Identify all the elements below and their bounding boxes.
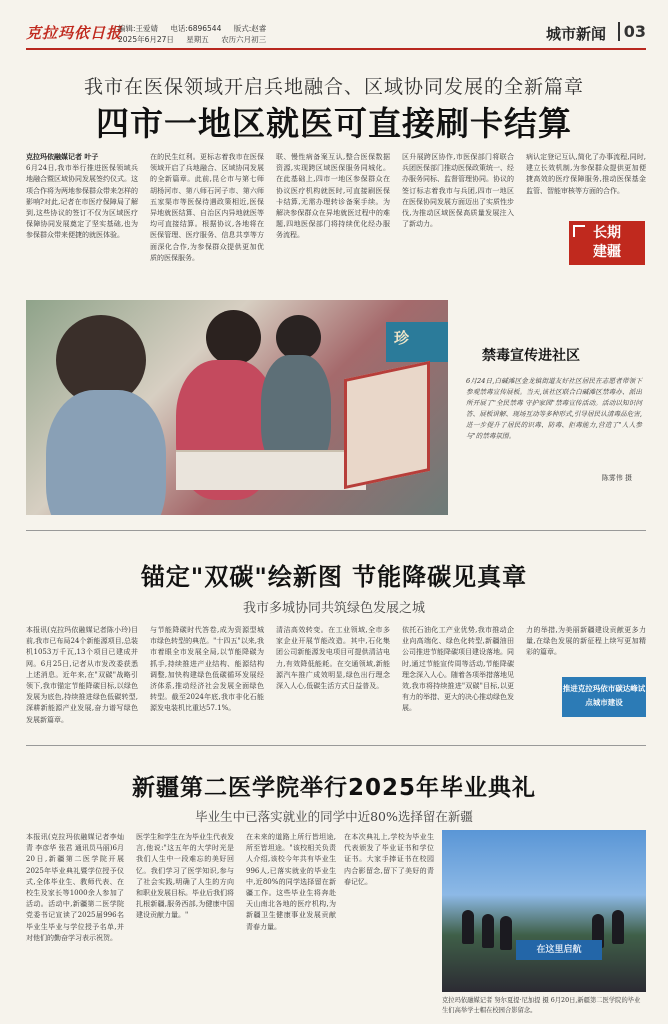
story2-column-5: 力的举措,为美丽新疆建设贡献更多力量,在绿色发展的新征程上续写更加精彩的篇章。: [526, 626, 646, 657]
graduate-figure: [612, 910, 624, 944]
story2-column-4: 依托石油化工产业优势,我市推动企业向高端化、绿色化转型,新疆油田公司推进节能降碳项目建设落地。同时,通过节能宣传周等活动,节能降碳理念深入人心。随着各项举措落地见效,我市将持续推进"双碳"目标,以更有力的举措、更大的决心推动绿色发展。: [402, 626, 514, 713]
masthead: [26, 20, 646, 50]
person-head-2: [206, 310, 261, 365]
anti-drug-photo: [26, 300, 448, 515]
story2-column-1: 本报讯(克拉玛依融媒记者陈小玲)目前,我市已布局24个新能源项目,总装机1053万千瓦,13个项目已建成并网。6月25日,记者从市发改委获悉上述消息。近年来,在"双碳"战略引领下,我市锚定节能降碳目标,以绿色发展为底色,持续推进绿色低碳转型,深耕新能源产业发展,奋力谱写绿色发展新篇章。: [26, 626, 138, 724]
display-table: [176, 450, 366, 490]
masthead-meta: [118, 23, 276, 45]
story3-column-3: 在未来的道路上所行皆坦途,所至皆坦途。"该校相关负责人介绍,该校今年共有毕业生996人,已落实就业的毕业生中,近80%的同学选择留在新疆工作。这些毕业生将奔赴天山南北各地的医疗机构,为新疆卫生健康事业发展贡献青春力量。: [246, 833, 336, 931]
graduate-figure: [462, 910, 474, 944]
issue-date: 2025年6月27日: [118, 35, 174, 44]
story2-subheading: 我市多城协同共筑绿色发展之城: [242, 601, 425, 616]
graduation-sign: 在这里启航: [516, 940, 602, 960]
phone-number: 电话:6896544: [170, 24, 222, 33]
stamp-line-2: 建疆: [593, 244, 621, 260]
story1-column-1: [26, 152, 138, 292]
long-term-stamp: [569, 221, 645, 265]
photo-story-author: 陈雾伟 摄: [601, 474, 632, 482]
newspaper-logo: 克拉玛依日报: [26, 24, 123, 42]
story2-column-2: 与节能降碳时代答卷,成为资源型城市绿色转型的典范。"十四五"以来,我市着眼全市发展全局,以节能降碳为抓手,持续推进产业结构、能源结构调整,加快构建绿色低碳循环发展经济体系,推动经济社会发展全面绿色转型。截至2024年底,我市非化石能源发电装机比重达57.1%。: [150, 626, 264, 713]
graduate-figure: [482, 914, 494, 948]
story1-column-3: 联、慢性病备案互认,整合医保数据资源,实现跨区域医保服务同城化。在此基础上,四市一地区参保群众在协议医疗机构就医时,可直接刷医保卡结算,无需办理转诊备案手续。为解决参保群众在异地就医过程中的难题,四地医保部门将持续优化经办服务流程。: [276, 153, 390, 240]
story3-column-2: 医学生和学生在为毕业生代表发言,他说:"这五年的大学时光是我们人生中一段难忘的美好回忆。我们学习了医学知识,参与了社会实践,明确了人生的方向和职业发展目标。毕业后我们将扎根新疆,服务西部,为健康中国建设贡献力量。": [136, 833, 234, 920]
issue-weekday: 星期五: [186, 35, 209, 44]
story3-column-4: 在本次典礼上,学校为毕业生代表颁发了毕业证书和学位证书。大家手捧证书在校园内合影留念,留下了美好的青春记忆。: [344, 833, 434, 886]
story1-headline: 四市一地区就医可直接刷卡结算: [96, 104, 572, 143]
editor-credit: 编辑:王爱婧: [118, 24, 159, 33]
story1-byline: 克拉玛依融媒记者 叶子: [26, 153, 99, 161]
backdrop-banner-text: 珍: [394, 329, 410, 347]
story3-headline: 新疆第二医学院举行2025年毕业典礼: [131, 775, 536, 801]
graduation-photo: [442, 830, 646, 992]
stamp-line-1: 长期: [593, 225, 621, 241]
story3-column-1: 本报讯(克拉玛依融媒记者李灿青 李彦华 张君 通讯员马丽)6月20日,新疆第二医学院开展2025年毕业典礼暨学位授予仪式,全体毕业生、教师代表、在校生及家长等1000余人参加了活动。活动中,新疆第二医学院党委书记宣读了2025届996名毕业生毕业与学位授予名单,并对他们的勤奋学习表示祝贺。: [26, 833, 124, 942]
story2-column-3: 清洁高效转变。在工业领域,全市多家企业开展节能改造。其中,石化集团公司新能源发电项目可提供清洁电力,有效降低能耗。在交通领域,新能源汽车推广成效明显,绿色出行理念深入人心,低碳生活方式日益普及。: [276, 626, 390, 691]
photo-story-body: 6月24日,白碱滩区金龙镇街道友好社区居民在志愿者带领下参观禁毒宣传展板。当天,该社区联合白碱滩区禁毒办、派出所开展了"全民禁毒 守护家园"禁毒宣传活动。活动以知识问答、展板讲解、现场互动等多种形式,引导居民认清毒品危害,进一步提升了居民的识毒、防毒、拒毒能力,营造了"人人参与"的禁毒氛围。: [466, 377, 642, 440]
story1-column-4: 区升展跨区协作,市医保部门将联合兵团医保部门推动医保政策统一、经办服务同标、监督管理协同。协议的签订标志着我市与兵团,四市一地区在医保协同发展方面迈出了实质性步伐,为推动区域医保高质量发展注入了新动力。: [402, 153, 514, 229]
story1-kicker: 我市在医保领域开启兵地融合、区域协同发展的全新篇章: [83, 76, 584, 98]
proofreader-credit: 版式:赵睿: [233, 24, 267, 33]
story1-column-5: 病认定登记互认,简化了办事流程,同时,建立长效机制,为参保群众提供更加便捷高效的医疗保障服务,推动医保基金监管、智能审核等方面的合作。: [526, 153, 646, 195]
section-title: 城市新闻: [545, 25, 606, 43]
issue-lunar-date: 农历六月初三: [221, 35, 267, 44]
person-head-3: [276, 315, 321, 360]
story2-headline: 锚定"双碳"绘新图 节能降碳见真章: [140, 563, 528, 591]
carbon-peak-box: 推进克拉玛依市碳达峰试点城市建设: [562, 677, 646, 717]
divider: [26, 530, 646, 531]
exhibit-board: [344, 361, 430, 489]
page-number: 03: [618, 22, 646, 41]
graduation-photo-caption: 克拉玛依融媒记者 努尔夏提·尼加提 摄 6月20日,新疆第二医学院的毕业生们高举学士帽在校园合影留念。: [442, 997, 641, 1014]
story3-subheading: 毕业生中已落实就业的同学中近80%选择留在新疆: [195, 809, 473, 824]
graduate-figure: [500, 916, 512, 950]
story1-column-1-text: 6月24日,我市举行推进医保领域兵地融合暨区域协同发展签约仪式。这项合作将为两地参保群众带来怎样的影响?对此,记者在市医疗保障局了解到,这些协议的签订不仅为区域医疗保障协同发展奠定了坚实基础,也为参保群众带来便捷的就医体验。: [26, 164, 138, 240]
photo-story-title: 禁毒宣传进社区: [482, 348, 580, 364]
person-body-1: [46, 390, 166, 515]
divider: [26, 745, 646, 746]
story1-column-2: 在的民生红利。更标志着我市在医保领域开启了兵地融合、区域协同发展的全新篇章。此前,昆仑市与第七师胡杨河市、第八师石河子市、第六师五家渠市等医保待遇政策相近,医保异地就医结算、自治区内异地就医等均可直接结算。根据协议,各地将在医保管理、医疗服务、信息共享等方面深化合作,为参保群众提供更加优质的医保服务。: [150, 153, 264, 262]
